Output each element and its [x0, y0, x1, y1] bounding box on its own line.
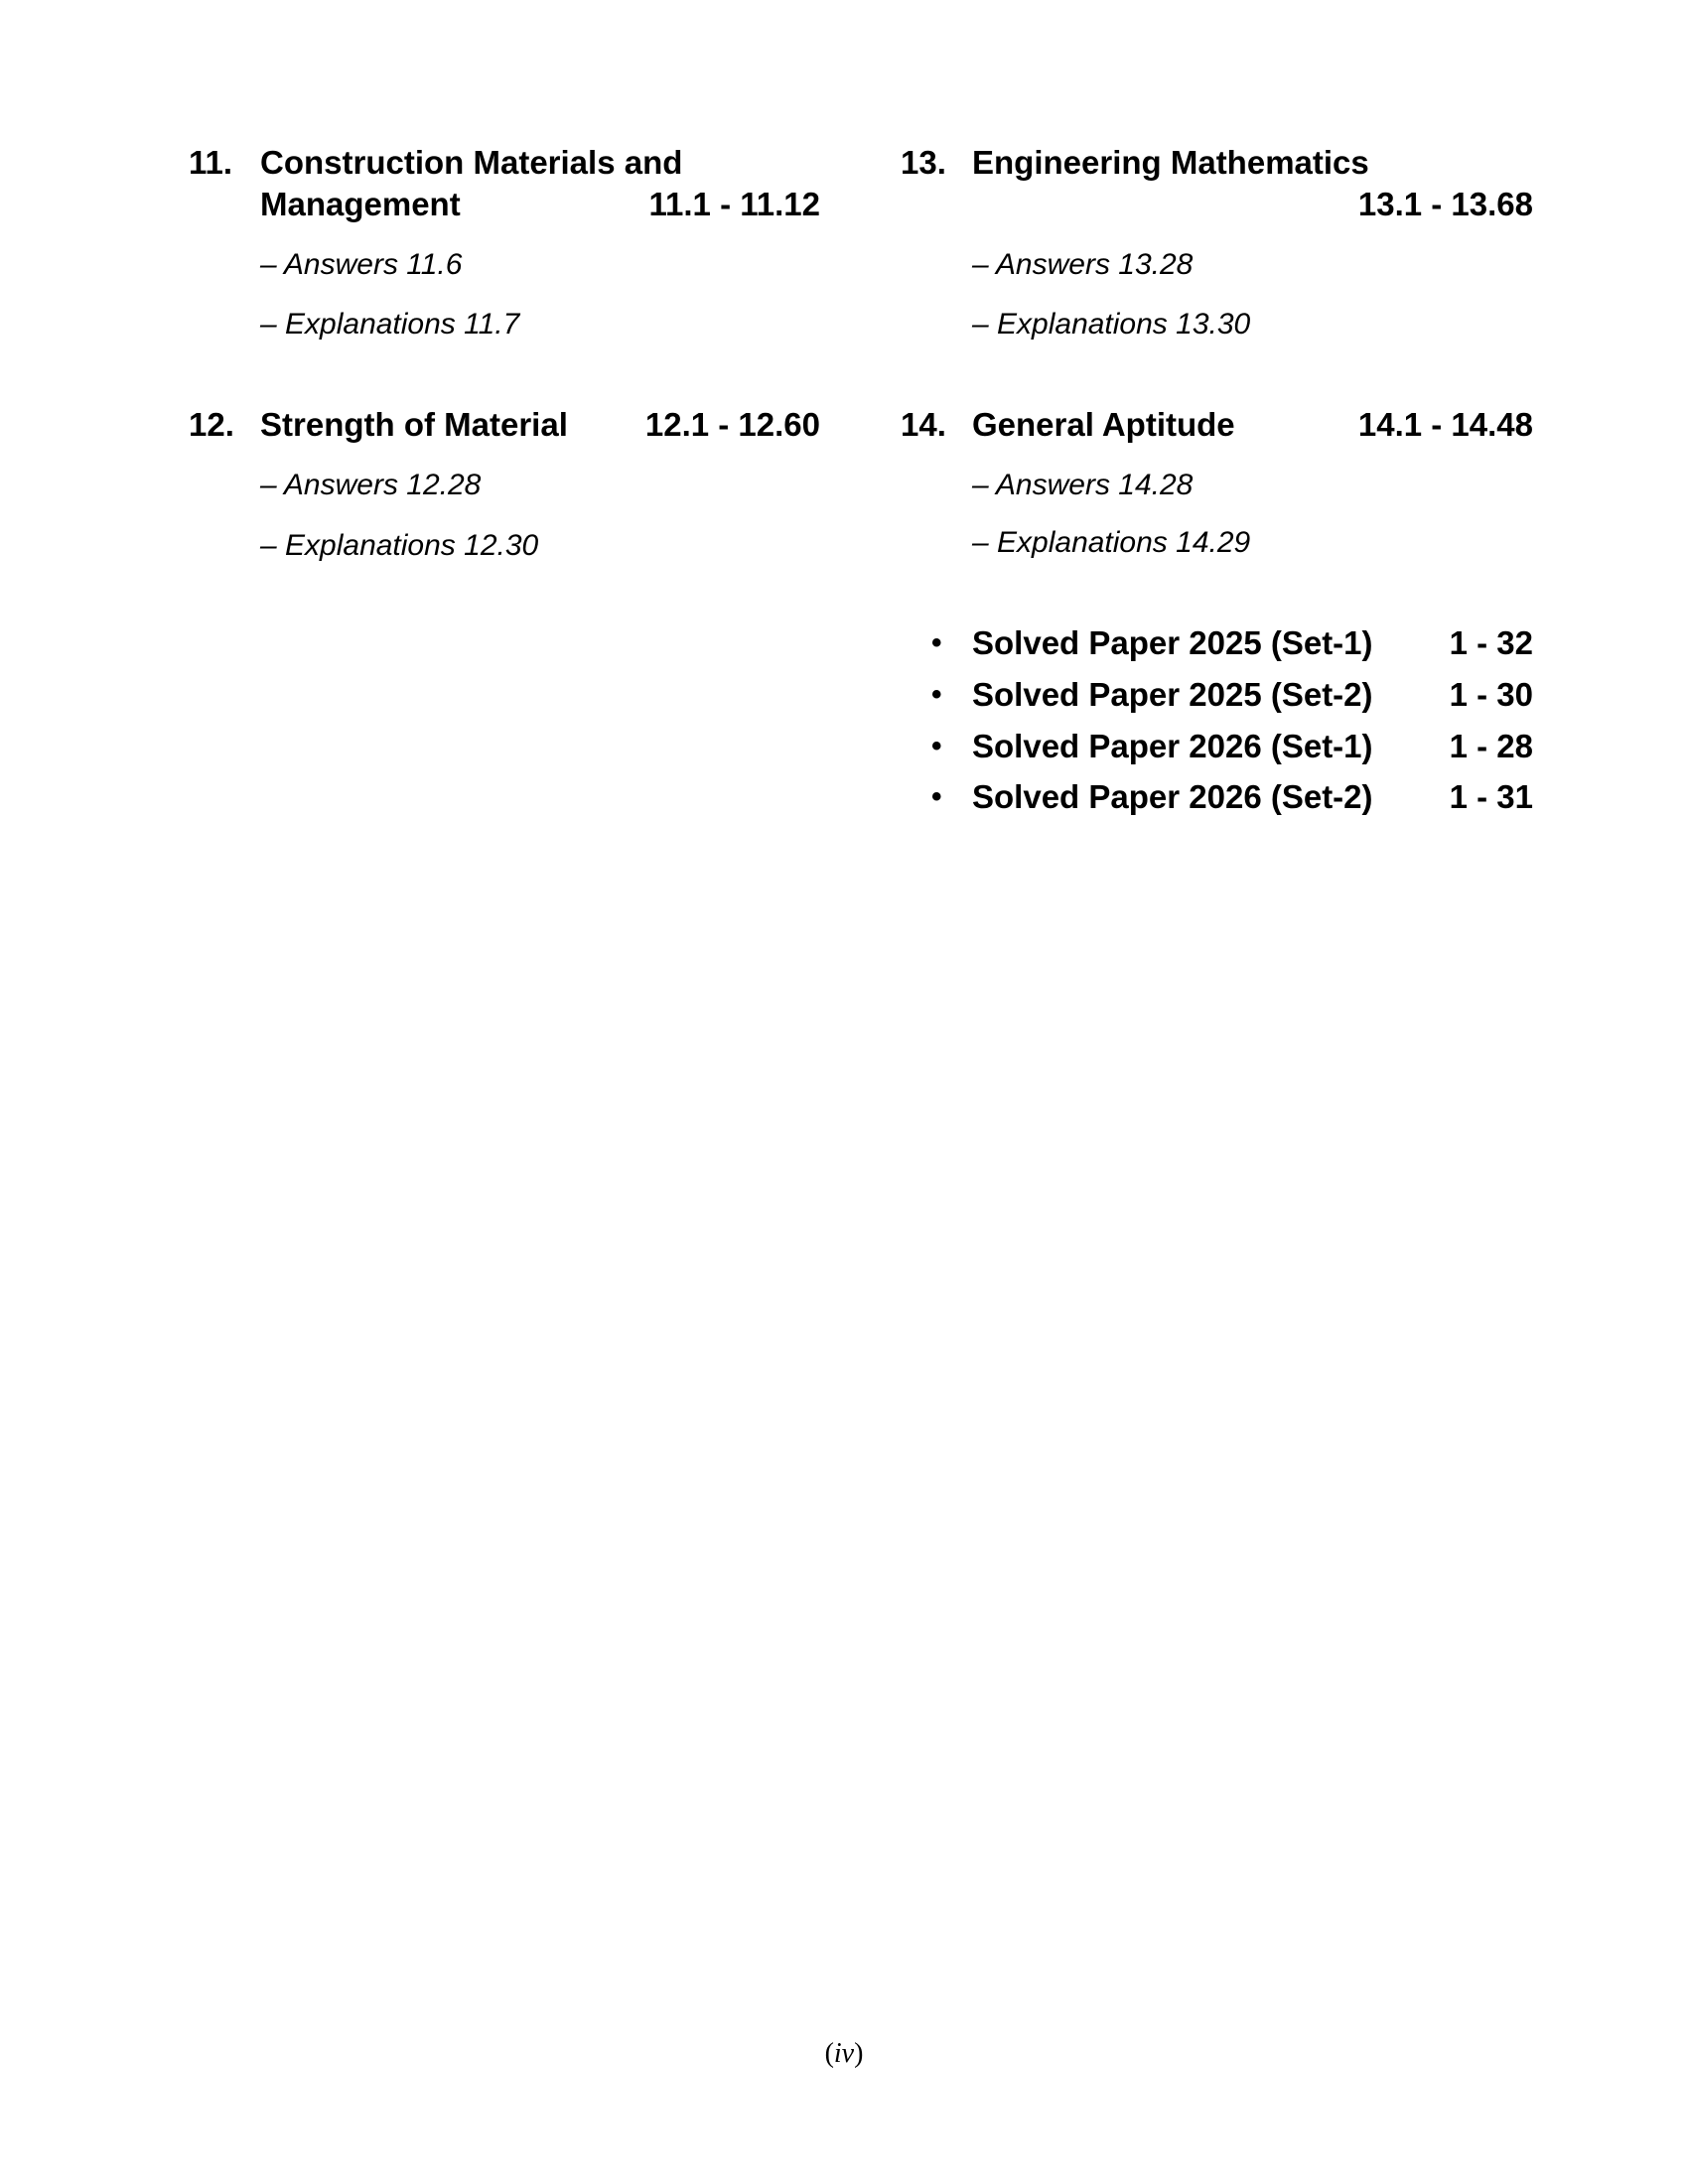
solved-paper-label: Solved Paper 2025 (Set-2)	[972, 676, 1373, 713]
explanations-reference: – Explanations 12.30	[260, 529, 539, 562]
solved-paper-item	[901, 674, 1533, 716]
solved-paper-item	[901, 622, 1533, 664]
chapter-page-range: 14.1 - 14.48	[1357, 406, 1533, 443]
chapter-number: 12.	[189, 406, 234, 443]
chapter-title: Construction Materials and	[260, 144, 683, 181]
bullet-icon: •	[931, 626, 942, 659]
toc-entry-12	[189, 404, 820, 583]
answers-reference: – Answers 12.28	[260, 469, 482, 501]
page-number: (iv)	[824, 2038, 864, 2069]
chapter-title-continued: Management	[260, 186, 461, 222]
solved-paper-item	[901, 776, 1533, 818]
chapter-page-range: 11.1 - 11.12	[648, 186, 820, 222]
chapter-number: 11.	[189, 144, 233, 181]
toc-entry-13	[901, 142, 1533, 360]
toc-entry-14	[901, 404, 1533, 583]
answers-reference: – Answers 14.28	[972, 469, 1194, 501]
solved-paper-label: Solved Paper 2026 (Set-1)	[972, 728, 1373, 764]
solved-paper-pages: 1 - 31	[1449, 778, 1533, 815]
bullet-icon: •	[931, 730, 942, 762]
explanations-reference: – Explanations 13.30	[972, 308, 1251, 341]
toc-entry-11	[189, 142, 820, 360]
chapter-title: Engineering Mathematics	[972, 144, 1369, 181]
chapter-title: General Aptitude	[972, 406, 1235, 443]
chapter-page-range: 13.1 - 13.68	[1357, 186, 1533, 222]
answers-reference: – Answers 11.6	[260, 248, 463, 281]
solved-paper-label: Solved Paper 2026 (Set-2)	[972, 778, 1373, 815]
solved-papers-list	[901, 622, 1533, 831]
explanations-reference: – Explanations 14.29	[972, 526, 1251, 559]
answers-reference: – Answers 13.28	[972, 248, 1194, 281]
bullet-icon: •	[931, 780, 942, 813]
explanations-reference: – Explanations 11.7	[260, 308, 520, 341]
solved-paper-pages: 1 - 32	[1449, 624, 1533, 661]
chapter-number: 13.	[901, 144, 946, 181]
bullet-icon: •	[931, 678, 942, 711]
solved-paper-label: Solved Paper 2025 (Set-1)	[972, 624, 1373, 661]
chapter-title: Strength of Material	[260, 406, 568, 443]
solved-paper-pages: 1 - 28	[1449, 728, 1533, 764]
chapter-page-range: 12.1 - 12.60	[644, 406, 820, 443]
chapter-number: 14.	[901, 406, 946, 443]
solved-paper-item	[901, 726, 1533, 767]
solved-paper-pages: 1 - 30	[1449, 676, 1533, 713]
